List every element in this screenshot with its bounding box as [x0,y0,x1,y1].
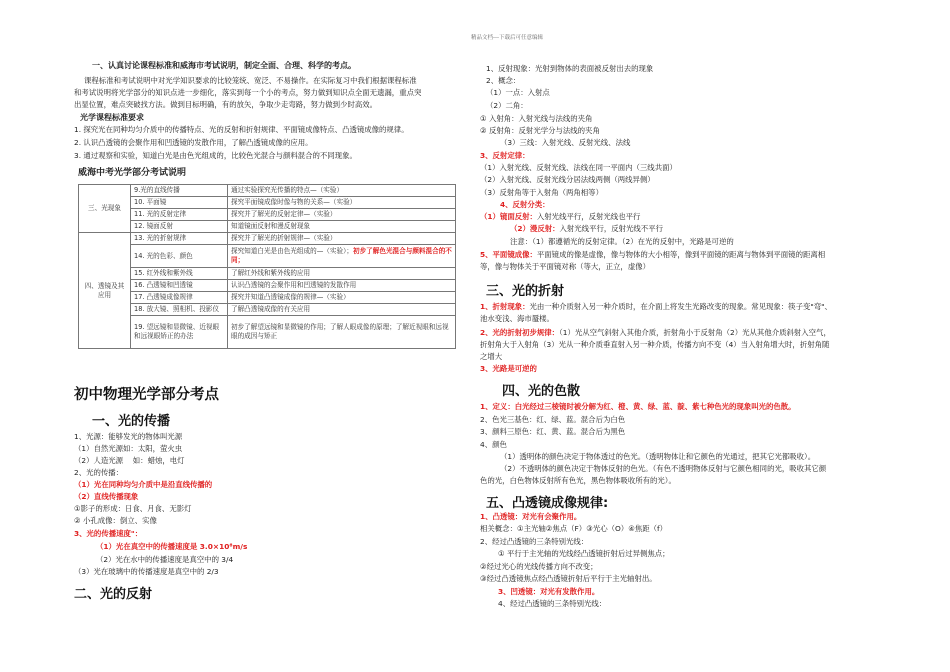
list-item: （1）入射光线、反射光线、法线在同一平面内（三线共面） [480,163,677,172]
requirement-cell: 探究知道白光是由色光组成的—（实验）；初步了解色光混合与颜料混合的不同； [228,245,456,268]
list-item: 1、反射现象：光射到物体的表面被反射出去的现象 [486,64,654,73]
table-row [79,245,456,268]
table-row [79,233,456,245]
refraction-law-cont: 折射角大于入射角（3）光从一种介质垂直射入另一种介质，传播方向不变（4）当入射角增大时，折射角随 [480,340,830,349]
list-item: （3）反射角等于入射角（两角相等） [480,188,603,197]
table-row [79,221,456,233]
list-item: ③经过凸透镜焦点经凸透镜折射后平行于主光轴射出。 [480,574,657,583]
list-item: ① 入射角：入射光线与法线的夹角 [480,114,593,123]
list-item: （1）自然光源如：太阳，萤火虫 [74,444,183,453]
point-cell: 15. 红外线和紫外线 [131,268,228,280]
list-item: （2）入射光线、反射光线分居法线两侧（两线异侧） [480,175,655,184]
refraction-phenomenon: 1、折射现象：光由一种介质射入另一种介质时，在介面上将发生光路改变的现象。常见现象：筷子变"弯"、 [480,302,832,311]
list-item: ① 平行于主光轴的光线经凸透镜折射后过异侧焦点； [498,549,670,558]
list-item: ② 小孔成像：倒立、实像 [74,516,157,525]
table-row [79,292,456,304]
list-item: 2、经过凸透镜的三条特别光线： [480,537,589,546]
list-item: （3）三线：入射光线、反射光线、法线 [500,138,631,147]
list-item: 4、反射分类： [500,200,550,209]
refraction-cont: 池水变浅、海市蜃楼。 [480,314,554,323]
list-item: 相关概念：①主光轴②焦点（F）③光心（O）④焦距（f） [480,524,667,533]
requirement-cell: 通过实验探究光传播的特点—（实验） [228,185,456,197]
point-cell: 10. 平面镜 [131,197,228,209]
note: 注意：（1）都遵循光的反射定律。（2）在光的反射中，光路是可逆的 [510,237,734,246]
list-item: ② 反射角：反射光学分与法线的夹角 [480,126,600,135]
list-item: 1、凸透镜：对光有会聚作用。 [480,512,582,521]
point-cell: 16. 凸透镜和凹透镜 [131,280,228,292]
weihai-title: 威海中考光学部分考试说明 [78,168,187,178]
list-item: 3、颜料三原色：红、黄、蓝。混合后为黑色 [480,427,626,436]
refraction-law-cont: 之增大 [480,352,503,361]
table-row [79,280,456,292]
list-item: 3、反射定律： [480,151,530,160]
section-heading-propagation: 一、光的传播 [92,414,171,429]
point-cell: 14. 光的色彩、颜色 [131,245,228,268]
header-note: 精品文档---下载后可任意编辑 [471,35,543,41]
table-row [79,185,456,197]
table-row [79,197,456,209]
requirement-cell: 初步了解望远镜和显微镜的作用；了解人眼成像的原理；了解近视眼和远视眼的成因与矫正 [228,316,456,349]
standard-item: 1. 探究光在同种均匀介质中的传播特点、光的反射和折射规律、平面镜成像特点、凸透镜成像的规律。 [74,125,409,134]
point-cell: 9.光的直线传播 [131,185,228,197]
plane-mirror: 5、平面镜成像：平面镜成的像是虚像，像与物体的大小相等，像到平面镜的距离与物体到平面镜的距离相 [480,250,826,259]
list-item: 色的光，白色物体反射所有色光，黑色物体吸收所有的光）。 [480,476,676,485]
section-1-title: 一、认真讨论课程标准和威海市考试说明，制定全面、合理、科学的考点。 [92,61,356,70]
list-item: 3、光的传播速度"： [74,529,143,538]
table-row [79,304,456,316]
section-heading-refraction: 三、光的折射 [486,284,565,299]
refraction-law: 2、光的折射初步规律：（1）光从空气斜射入其他介质，折射角小于反射角（2）光从其他介质斜射入空气， [480,328,831,337]
list-item: （1）一点：入射点 [486,88,550,97]
list-item: 3、凹透镜：对光有发散作用。 [498,587,600,596]
requirement-cell: 探究并知道凸透镜成像的规律—（实验） [228,292,456,304]
list-item: 2、光的传播： [74,468,124,477]
requirement-cell: 认识凸透镜的会聚作用和凹透镜的发散作用 [228,280,456,292]
table-row [79,316,456,349]
list-item: 2、概念： [486,76,521,85]
requirement-cell: 探究并了解光的折射规律—（实验） [228,233,456,245]
list-item: （1）透明体的颜色决定于物体透过的色光。（透明物体让和它颜色的光通过，把其它光都吸收）。 [500,452,816,461]
requirement-cell: 了解红外线和紫外线的应用 [228,268,456,280]
table-row [79,268,456,280]
section-heading-reflection: 二、光的反射 [74,587,153,602]
requirement-cell: 探究并了解光的反射定律—（实验） [228,209,456,221]
list-item: （2）光在水中的传播速度是真空中的 3/4 [96,555,234,564]
section-heading-dispersion: 四、光的色散 [502,384,581,399]
point-cell: 12. 镜面反射 [131,221,228,233]
list-item: 2、色光三基色：红、绿、蓝。混合后为白色 [480,415,626,424]
point-cell: 18. 放大镜、照相机、投影仪 [131,304,228,316]
requirement-cell: 知道镜面反射和漫反射现象 [228,221,456,233]
list-item: （1）光在同种均匀介质中是沿直线传播的 [74,480,213,489]
requirement-cell: 了解凸透镜成像的有关应用 [228,304,456,316]
diffuse-reflection: （2）漫反射：入射光线平行，反射光线不平行 [510,224,663,233]
list-item: （2）不透明体的颜色决定于物体反射的色光。（有色不透明物体反射与它颜色相同的光，吸收其它颜 [500,464,827,473]
standard-item: 3. 通过观察和实验，知道白光是由色光组成的，比较色光混合与颜料混合的不同现象。 [74,151,357,160]
point-cell: 17. 凸透镜成像规律 [131,292,228,304]
list-item: ②经过光心的光线传播方向不改变； [480,562,598,571]
list-item: （3）光在玻璃中的传播速度是真空中的 2/3 [74,567,219,576]
list-item: 4、经过凸透镜的三条特别光线： [498,599,607,608]
point-cell: 13. 光的折射规律 [131,233,228,245]
table-row [79,209,456,221]
list-item: 4、颜色 [480,440,507,449]
point-cell: 19. 望远镜和显微镜、近视眼和远视眼矫正的办法 [131,316,228,349]
list-item: ①影子的形成：日食、月食、无影灯 [74,504,192,513]
standard-item: 2. 认识凸透镜的会聚作用和凹透镜的发散作用，了解凸透镜成像的应用。 [74,138,313,147]
list-item: （1）光在真空中的传播速度是 3.0×10⁸m/s [96,542,248,551]
reversible: 3、光路是可逆的 [480,364,537,373]
point-cell: 11. 光的反射定律 [131,209,228,221]
standard-title: 光学课程标准要求 [80,113,144,122]
list-item: （2）直线传播现象 [74,492,139,501]
dispersion-definition: 1、定义：白光经过三棱镜时被分解为红、橙、黄、绿、蓝、靛、紫七种色光的现象叫光的色散。 [480,402,796,411]
plane-mirror-cont: 等，像与物体关于平面镜对称（等大，正立，虚像） [480,262,650,271]
page-title: 初中物理光学部分考点 [74,387,219,403]
section-heading-convex: 五、凸透镜成像规律: [486,496,609,511]
list-item: （2）二角： [486,101,528,110]
exam-table [78,184,456,349]
list-item: （2）人造光源 如：蜡烛，电灯 [74,456,185,465]
list-item: 1、光源：能够发光的物体叫光源 [74,432,183,441]
group-cell: 三、光现象 [79,185,131,233]
requirement-cell: 探究平面镜成像时像与物的关系—（实验） [228,197,456,209]
group-cell: 四、透镜及其应用 [79,233,131,349]
mirror-reflection: （1）镜面反射：入射光线平行，反射光线也平行 [480,212,641,221]
